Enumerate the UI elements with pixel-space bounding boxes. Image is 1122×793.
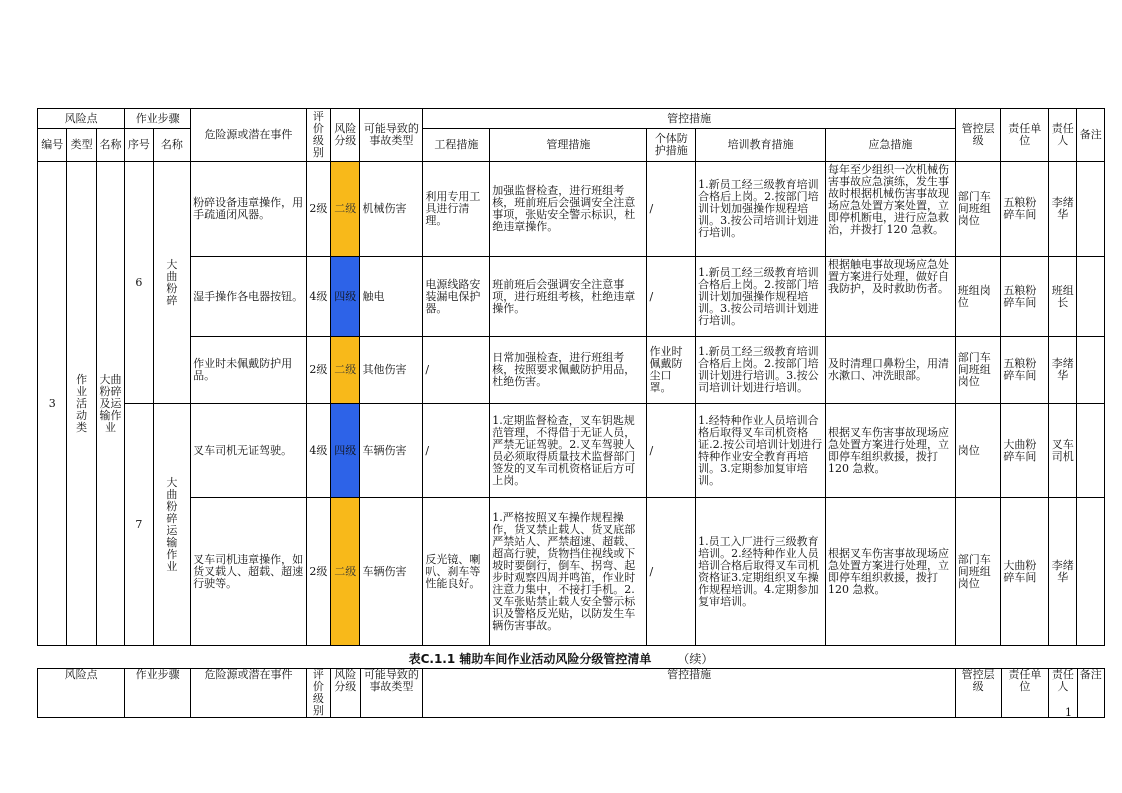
header-training: 培训教育措施: [696, 129, 826, 162]
header-control-layer: 管控层级: [955, 669, 1001, 718]
header-ppe: 个体防护措施: [647, 129, 696, 162]
training-cell: 1.新员工经三级教育培训合格后上岗。2.按部门培训计划加强操作规程培训。3.按公司培训计划进行培训。: [696, 162, 826, 257]
header-resp-person: 责任人: [1049, 109, 1077, 162]
unit-cell: 大曲粉碎车间: [1001, 404, 1049, 498]
table-row: [38, 162, 1105, 257]
management-cell: 1.定期监督检查，叉车钥匙规范管理，不得借于无证人员，严禁无证驾驶。2.叉车驾驶人员必须取得质量技术监督部门签发的叉车司机资格证后方可上岗。: [490, 404, 647, 498]
training-cell: 1.经特种作业人员培训合格后取得叉车司机资格证.2.按公司培训计划进行特种作业安全教育再培训。3.定期参加复审培训。: [696, 404, 826, 498]
ppe-cell: /: [647, 257, 696, 337]
header-seq: 序号: [125, 129, 153, 162]
header-risk-level: 风险分级: [331, 109, 360, 162]
eval-cell: 2级: [306, 337, 330, 404]
header-work-step: 作业步骤: [125, 669, 191, 718]
training-cell: 1.新员工经三级教育培训合格后上岗。2.按部门培训计划加强操作规程培训。3.按公司培训计划进行培训。: [696, 257, 826, 337]
caption-title: 表C.1.1 辅助车间作业活动风险分级管控清单: [408, 652, 652, 666]
hazard-cell: 叉车司机违章操作，如货叉载人、超载、超速行驶等。: [191, 498, 307, 646]
person-cell: 班组长: [1049, 257, 1077, 337]
header-engineering: 工程措施: [423, 129, 490, 162]
person-cell: 叉车司机: [1049, 404, 1077, 498]
hazard-cell: 作业时未佩戴防护用品。: [191, 337, 307, 404]
header-risk-level: 风险分级: [331, 669, 360, 718]
remark-cell: [1077, 162, 1105, 257]
ppe-cell: /: [647, 404, 696, 498]
management-cell: 加强监督检查，进行班组考核，班前班后会强调安全注意事项，张贴安全警示标识，杜绝违章操作。: [490, 162, 647, 257]
header-remark: 备注: [1077, 109, 1105, 162]
header-risk-point: 风险点: [38, 669, 125, 718]
emergency-cell: 根据叉车伤害事故现场应急处置方案进行处理，立即停车组织救援，拨打 120 急救。: [825, 498, 955, 646]
header-hazard: 危险源或潜在事件: [191, 109, 307, 162]
header-accident-type: 可能导致的事故类型: [360, 669, 423, 718]
accident-cell: 车辆伤害: [360, 498, 423, 646]
table-row: [38, 257, 1105, 337]
risk-level-badge: 二级: [331, 337, 360, 404]
header-step-name: 名称: [153, 129, 191, 162]
step-seq: 6: [125, 162, 153, 404]
group-name: 大曲粉碎及运输作业: [96, 162, 124, 646]
header-risk-point: 风险点: [38, 109, 125, 129]
engineering-cell: 电源线路安装漏电保护器。: [423, 257, 490, 337]
step-name: 大曲粉碎运输作业: [153, 404, 191, 646]
remark-cell: [1077, 498, 1105, 646]
table-row: [38, 337, 1105, 404]
header-eval-level: 评价级别: [306, 109, 330, 162]
group-type: 作业活动类: [67, 162, 96, 646]
emergency-cell: 及时清理口鼻粉尘，用清水漱口、冲洗眼部。: [825, 337, 955, 404]
header-resp-unit: 责任单位: [1001, 109, 1049, 162]
header-control-measures: 管控措施: [423, 669, 955, 718]
eval-cell: 4级: [306, 257, 330, 337]
accident-cell: 触电: [360, 257, 423, 337]
emergency-cell: 根据触电事故现场应急处置方案进行处理，做好自我防护，及时救助伤者。: [825, 257, 955, 337]
header-no: 编号: [38, 129, 67, 162]
header-resp-person: 责任人: [1049, 669, 1077, 718]
unit-cell: 大曲粉碎车间: [1001, 498, 1049, 646]
engineering-cell: /: [423, 404, 490, 498]
risk-level-badge: 四级: [331, 257, 360, 337]
hazard-cell: 叉车司机无证驾驶。: [191, 404, 307, 498]
engineering-cell: 反光镜、喇叭、刹车等性能良好。: [423, 498, 490, 646]
risk-level-badge: 四级: [331, 404, 360, 498]
ppe-cell: 作业时佩戴防尘口罩。: [647, 337, 696, 404]
unit-cell: 五粮粉碎车间: [1001, 162, 1049, 257]
accident-cell: 其他伤害: [360, 337, 423, 404]
emergency-cell: 每年至少组织一次机械伤害事故应急演练，发生事故时根据机械伤害事故现场应急处置方案处置，立即停机断电，进行应急救治，并拨打 120 急救。: [825, 162, 955, 257]
eval-cell: 2级: [306, 162, 330, 257]
unit-cell: 五粮粉碎车间: [1001, 257, 1049, 337]
group-no: 3: [38, 162, 67, 646]
management-cell: 日常加强检查，进行班组考核，按照要求佩戴防护用品，杜绝伤害。: [490, 337, 647, 404]
header-management: 管理措施: [490, 129, 647, 162]
header-type: 类型: [67, 129, 96, 162]
layer-cell: 部门车间班组岗位: [955, 498, 1001, 646]
person-cell: 李绪华: [1049, 498, 1077, 646]
continued-header: [37, 668, 1105, 717]
eval-cell: 4级: [306, 404, 330, 498]
eval-cell: 2级: [306, 498, 330, 646]
header-work-step: 作业步骤: [125, 109, 191, 129]
step-seq: 7: [125, 404, 153, 646]
management-cell: 班前班后会强调安全注意事项，进行班组考核，杜绝违章操作。: [490, 257, 647, 337]
engineering-cell: 利用专用工具进行清理。: [423, 162, 490, 257]
remark-cell: [1077, 404, 1105, 498]
table-row: [38, 404, 1105, 498]
page-number: 1: [1065, 706, 1072, 719]
table-row: [38, 498, 1105, 646]
training-cell: 1.新员工经三级教育培训合格后上岗。2.按部门培训计划进行培训。3.按公司培训计划进行培训。: [696, 337, 826, 404]
header-hazard: 危险源或潜在事件: [191, 669, 307, 718]
layer-cell: 岗位: [955, 404, 1001, 498]
ppe-cell: /: [647, 162, 696, 257]
layer-cell: 班组岗位: [955, 257, 1001, 337]
layer-cell: 部门车间班组岗位: [955, 162, 1001, 257]
risk-level-badge: 二级: [331, 498, 360, 646]
emergency-cell: 根据叉车伤害事故现场应急处置方案进行处理，立即停车组织救援，拨打 120 急救。: [825, 404, 955, 498]
engineering-cell: /: [423, 337, 490, 404]
ppe-cell: /: [647, 498, 696, 646]
header-remark: 备注: [1077, 669, 1104, 718]
header-control-measures: 管控措施: [423, 109, 955, 129]
remark-cell: [1077, 337, 1105, 404]
management-cell: 1.严格按照叉车操作规程操作，货叉禁止载人、货叉底部严禁站人、严禁超速、超载、超高行驶，货物挡住视线或下坡时要倒行，倒车、拐弯、起步时观察四周并鸣笛，作业时注意力集中，不接打手机。2.叉车张贴禁止载人安全警示标识及警格反光贴，以防发生车辆伤害事故。: [490, 498, 647, 646]
header-name: 名称: [96, 129, 124, 162]
header-emergency: 应急措施: [825, 129, 955, 162]
header-control-layer: 管控层级: [955, 109, 1001, 162]
accident-cell: 车辆伤害: [360, 404, 423, 498]
layer-cell: 部门车间班组岗位: [955, 337, 1001, 404]
risk-control-table: [37, 108, 1105, 646]
risk-level-badge: 二级: [331, 162, 360, 257]
header-eval-level: 评价级别: [306, 669, 330, 718]
training-cell: 1.员工入厂进行三级教育培训。2.经特种作业人员培训合格后取得叉车司机资格证3.定期组织叉车操作规程培训。4.定期参加复审培训。: [696, 498, 826, 646]
table-caption: [0, 650, 1122, 667]
step-name: 大曲粉碎: [153, 162, 191, 404]
accident-cell: 机械伤害: [360, 162, 423, 257]
caption-continued: （续）: [677, 652, 714, 666]
hazard-cell: 湿手操作各电器按钮。: [191, 257, 307, 337]
person-cell: 李绪华: [1049, 337, 1077, 404]
header-resp-unit: 责任单位: [1001, 669, 1049, 718]
remark-cell: [1077, 257, 1105, 337]
person-cell: 李绪华: [1049, 162, 1077, 257]
hazard-cell: 粉碎设备违章操作，用手疏通闭风器。: [191, 162, 307, 257]
header-accident-type: 可能导致的事故类型: [360, 109, 423, 162]
unit-cell: 五粮粉碎车间: [1001, 337, 1049, 404]
